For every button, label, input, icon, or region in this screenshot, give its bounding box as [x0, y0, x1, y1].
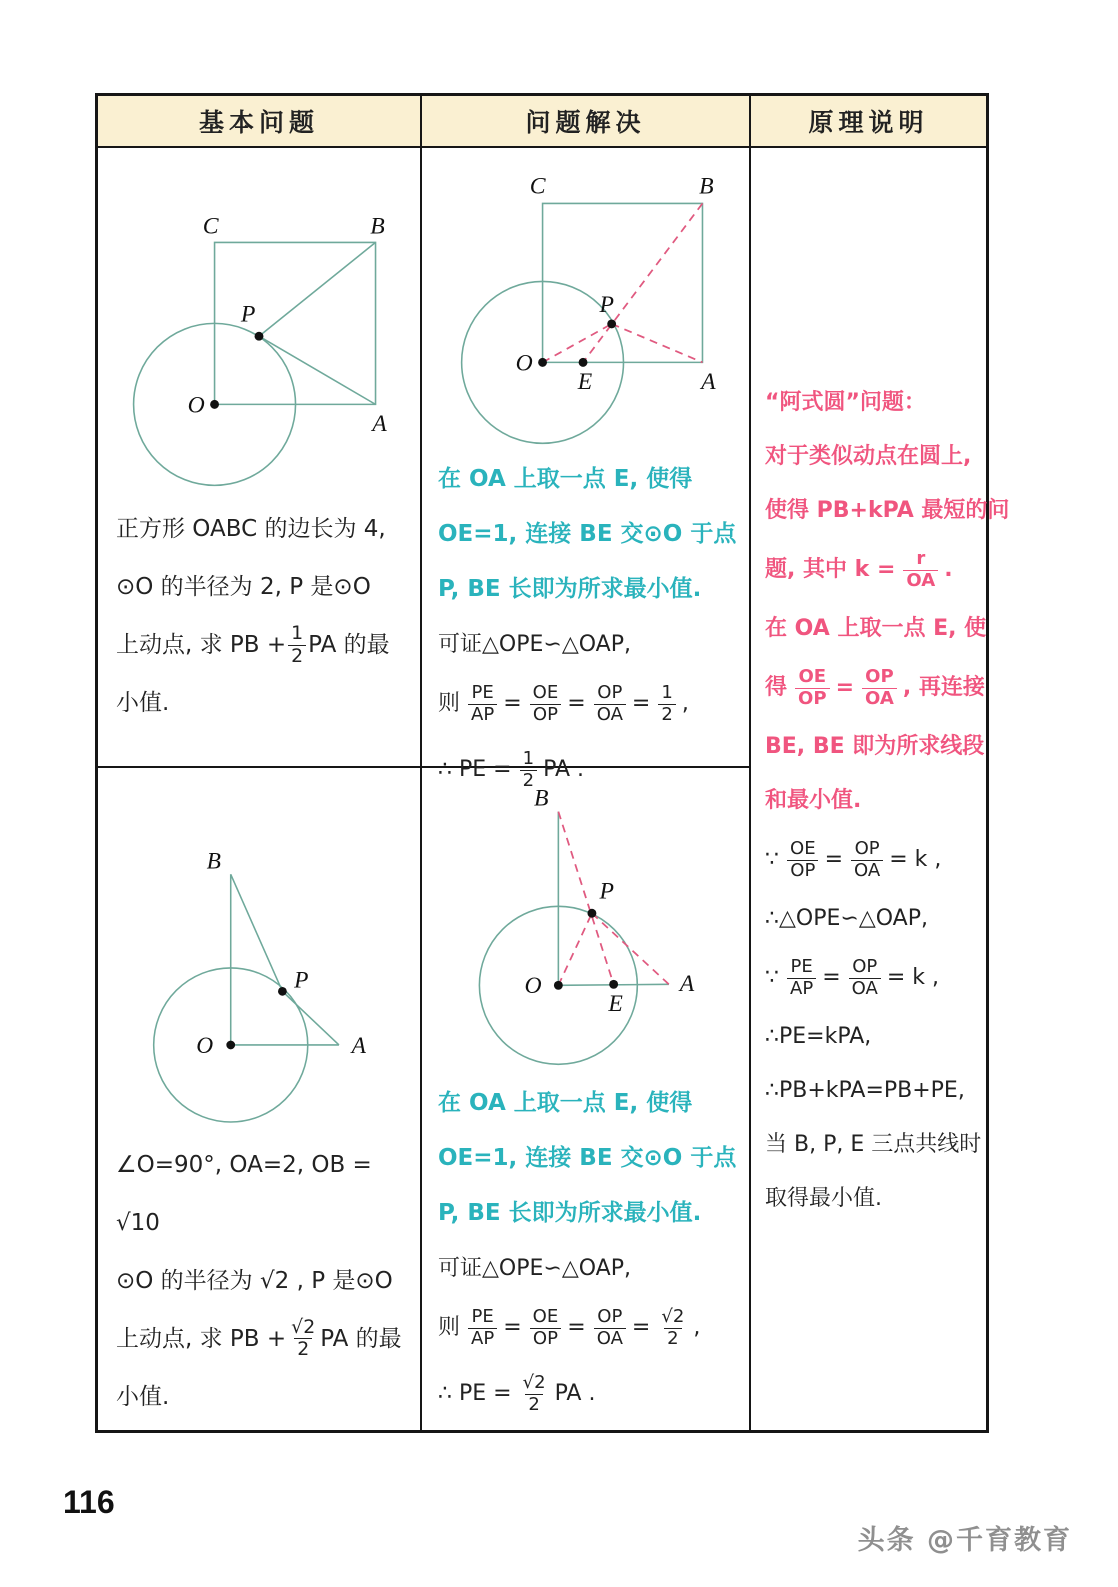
solution-1-similarity: 可证△OPE∽△OAP,: [438, 632, 631, 658]
header-principle: [751, 96, 986, 148]
point-O: [226, 1041, 235, 1050]
principle-line-8: 和最小值.: [765, 788, 862, 813]
problem-1-line-2: ⊙O 的半径为 2, P 是⊙O: [116, 574, 371, 601]
principle-line-2: 对于类似动点在圆上,: [765, 444, 972, 469]
label-P: P: [240, 301, 256, 328]
diagram-right-angle-circle: [102, 808, 416, 1130]
dashed-BE: [583, 203, 702, 362]
label-O: O: [515, 350, 533, 377]
label-O: O: [187, 392, 205, 419]
label-A: A: [700, 369, 716, 396]
label-E: E: [577, 369, 592, 396]
problem-1-text: [98, 494, 420, 732]
header-basic-problem: [98, 96, 422, 148]
problem-1-line-4: 小值.: [116, 690, 170, 717]
label-A: A: [679, 971, 694, 998]
point-O: [210, 400, 219, 409]
dashed-PA: [591, 913, 668, 984]
point-P: [255, 332, 264, 341]
label-P: P: [598, 878, 614, 905]
solution-1-conclusion: ∴ PE = $\frac{1}{2}$ PA .: [438, 748, 584, 791]
square-OABC: [542, 203, 702, 362]
principle-proof-1: ∵ $\frac{OE}{OP}$ = $\frac{OP}{OA}$ = k ,: [765, 837, 942, 881]
solution-2-teal-2: OE=1, 连接 BE 交⊙O 于点: [438, 1145, 737, 1172]
solution-1-teal-1: 在 OA 上取一点 E, 使得: [438, 466, 693, 493]
watermark: 头条 @千育教育: [857, 1525, 1072, 1556]
point-E: [609, 980, 618, 989]
label-C: C: [202, 213, 219, 240]
label-O: O: [196, 1032, 214, 1059]
label-B: B: [698, 173, 714, 200]
cell-problem-2: [98, 768, 422, 1430]
solution-2-construction: [422, 1072, 749, 1241]
page-number: 116: [63, 1484, 115, 1520]
principle-title: “阿式圆”问题：: [765, 390, 926, 415]
problem-1-line-1: 正方形 OABC 的边长为 4,: [116, 516, 386, 543]
segment-PA: [282, 991, 339, 1045]
cell-solution-2: [422, 768, 751, 1430]
principle-ratio-construction: 得 $\frac{OE}{OP}$ = $\frac{OP}{OA}$ , 再连接: [765, 665, 985, 709]
solution-2-ratio-equation: 则 $\frac{PE}{AP}$ = $\frac{OE}{OP}$ = $\frac{OP}{OA}$ = $\frac{√2}{2}$ ,: [438, 1305, 701, 1349]
principle-proof-5: ∴PB+kPA=PB+PE,: [765, 1078, 965, 1103]
label-E: E: [607, 990, 623, 1017]
principle-line-5: 在 OA 上取一点 E, 使: [765, 616, 987, 641]
label-A: A: [372, 411, 387, 438]
principle-line-3: 使得 PB+kPA 最短的问: [765, 498, 1010, 523]
label-B: B: [533, 785, 548, 812]
point-P: [278, 987, 287, 996]
square-OABC: [215, 242, 376, 404]
principle-line-7: BE, BE 即为所求线段: [765, 734, 985, 759]
label-A: A: [351, 1032, 366, 1059]
label-O: O: [523, 973, 542, 1000]
point-O: [538, 358, 547, 367]
label-P: P: [598, 292, 614, 319]
principle-proof-3: ∵ $\frac{PE}{AP}$ = $\frac{OP}{OA}$ = k ,: [765, 955, 940, 999]
segment-PB: [259, 242, 376, 336]
segment-PA: [259, 336, 376, 404]
solution-2-teal-3: P, BE 长即为所求最小值.: [438, 1200, 702, 1227]
label-P: P: [294, 967, 309, 994]
fraction-sqrt2-over-2: $\frac{√2}{2}$: [291, 1315, 316, 1361]
label-B: B: [370, 213, 385, 240]
problem-2-line-1: ∠O=90°, OA=2, OB = √10: [116, 1151, 372, 1236]
fraction-one-half: $\frac{1}{2}$: [288, 623, 306, 667]
point-O: [553, 981, 562, 990]
cell-principle: [751, 148, 1010, 1430]
worksheet-table: [95, 93, 1010, 1433]
label-C: C: [529, 173, 546, 200]
dashed-OP: [558, 913, 592, 985]
principle-proof-4: ∴PE=kPA,: [765, 1024, 872, 1049]
header-problem-solving-label: 问题解决: [525, 108, 646, 137]
segment-BP: [231, 874, 283, 991]
problem-2-line-2: ⊙O 的半径为 √2 , P 是⊙O: [116, 1267, 393, 1294]
problem-2-line-4: 小值.: [116, 1383, 170, 1410]
solution-1-construction: [422, 448, 749, 617]
solution-1-ratio-equation: 则 $\frac{PE}{AP}$ = $\frac{OE}{OP}$ = $\frac{OP}{OA}$ = $\frac{1}{2}$ ,: [438, 682, 689, 725]
header-problem-solving: [422, 96, 751, 148]
principle-proof-7: 取得最小值.: [765, 1186, 882, 1211]
problem-1-line-3: 上动点, 求 PB + $\frac{1}{2}$ PA 的最: [116, 622, 390, 667]
principle-k-definition: 题, 其中 k = $\frac{r}{OA}$ .: [765, 547, 953, 591]
label-B: B: [206, 848, 221, 875]
diagram-square-circle-construction: [433, 162, 739, 448]
problem-2-line-3: 上动点, 求 PB + $\frac{√2}{2}$ PA 的最: [116, 1315, 402, 1361]
principle-proof-6: 当 B, P, E 三点共线时: [765, 1132, 982, 1157]
solution-2-proof: [422, 1241, 749, 1427]
point-P: [587, 909, 596, 918]
dashed-PA: [611, 324, 702, 362]
header-principle-label: 原理说明: [808, 108, 929, 137]
cell-solution-1: [422, 148, 751, 791]
solution-2-conclusion: ∴ PE = $\frac{√2}{2}$ PA .: [438, 1371, 596, 1415]
solution-2-similarity: 可证△OPE∽△OAP,: [438, 1256, 631, 1282]
dashed-OP: [542, 324, 611, 362]
diagram-square-circle: [100, 196, 418, 492]
point-P: [607, 319, 616, 328]
solution-2-teal-1: 在 OA 上取一点 E, 使得: [438, 1090, 693, 1117]
principle-proof-2: ∴△OPE∽△OAP,: [765, 906, 928, 931]
diagram-right-angle-circle-construction: [433, 780, 739, 1072]
solution-1-teal-2: OE=1, 连接 BE 交⊙O 于点: [438, 521, 737, 548]
header-basic-problem-label: 基本问题: [198, 108, 319, 137]
problem-2-text: [98, 1130, 420, 1426]
point-E: [578, 358, 587, 367]
cell-problem-1: [98, 148, 422, 768]
solution-1-teal-3: P, BE 长即为所求最小值.: [438, 576, 702, 603]
